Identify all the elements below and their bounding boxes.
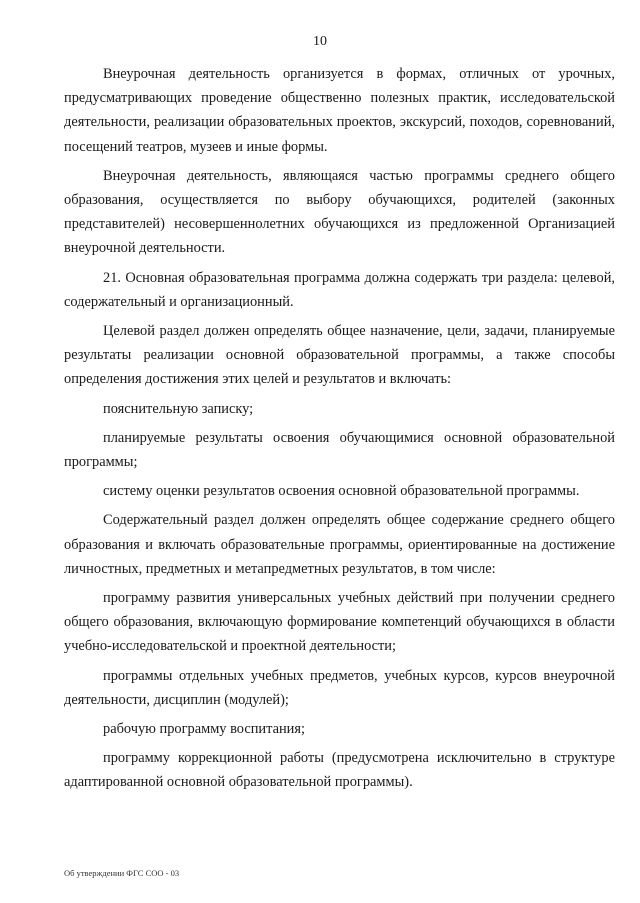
paragraph-extracurricular-choice: Внеурочная деятельность, являющаяся частью программы среднего общего образования, осуществляется по выбору обучающихся, родителей (законных представителей) несовершеннолетних обучающихся из предложенной Организацией внеурочной деятельности. [64,167,615,257]
list-item-subject-programs: программы отдельных учебных предметов, учебных курсов, курсов внеурочной деятельности, дисциплин (модулей); [64,667,615,708]
list-item-planned-results: планируемые результаты освоения обучающимися основной образовательной программы; [64,429,615,471]
document-body [64,62,615,800]
paragraph-three-sections: 21. Основная образовательная программа должна содержать три раздела: целевой, содержательный и организационный. [64,269,615,310]
paragraph-target-section: Целевой раздел должен определять общее назначение, цели, задачи, планируемые результаты реализации основной образовательной программы, а также способы определения достижения этих целей и результатов и включать: [64,323,615,388]
list-item-assessment-system: систему оценки результатов освоения основной образовательной программы. [103,483,580,500]
list-item-universal-actions: программу развития универсальных учебных действий при получении среднего общего образования, включающую формирование компетенций обучающихся в области учебно-исследовательской и проектной деятельности; [64,590,615,655]
list-item-explanatory-note: пояснительную записку; [103,400,254,417]
list-item-correction-program: программу коррекционной работы (предусмотрена исключительно в структуре адаптированной основной образовательной программы). [64,750,615,791]
paragraph-content-section: Содержательный раздел должен определять общее содержание среднего общего образования и включать образовательные программы, ориентированные на достижение личностных, предметных и метапредметных результатов, в том числе: [64,512,615,577]
paragraph-extracurricular-forms: Внеурочная деятельность организуется в формах, отличных от урочных, предусматривающих проведение общественно полезных практик, исследовательской деятельности, реализации образовательных проектов, экскурсий, походов, соревнований, посещений театров, музеев и иные формы. [64,66,615,155]
footer-note: Об утверждении ФГС СОО - 03 [64,868,180,878]
list-item-upbringing-program: рабочую программу воспитания; [103,721,306,738]
page-number: 10 [313,34,327,49]
